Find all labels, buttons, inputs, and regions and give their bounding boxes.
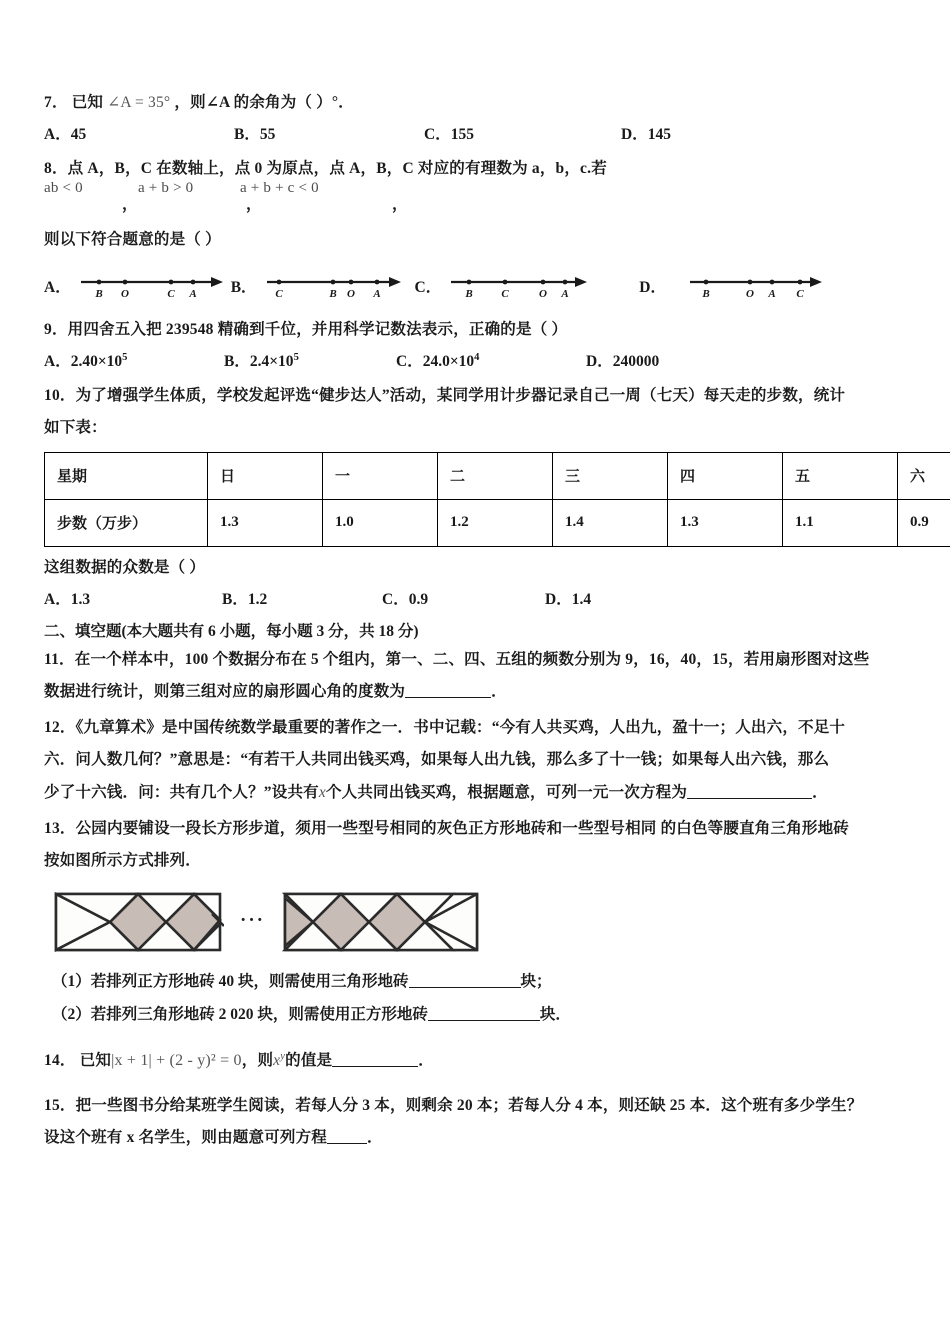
table-cell-day-2: 二 xyxy=(438,452,553,499)
option-9-c-key: C． xyxy=(396,353,423,371)
table-cell-steps-4: 1.3 xyxy=(668,499,783,546)
question-15-number: 15． xyxy=(44,1096,76,1114)
option-7-d[interactable] xyxy=(621,122,801,144)
option-10-b-key: B． xyxy=(222,590,248,608)
table-cell-steps-3: 1.4 xyxy=(553,499,668,546)
question-8-number: 8． xyxy=(44,160,68,178)
question-8-math-group xyxy=(44,179,644,213)
question-14-number: 14． xyxy=(44,1052,76,1070)
table-cell-day-0: 日 xyxy=(208,452,323,499)
question-13-part2 xyxy=(44,999,910,1032)
question-8-line2: 则以下符合题意的是（ ） xyxy=(44,230,221,248)
option-9-a-key: A． xyxy=(44,353,71,371)
option-10-a-key: A． xyxy=(44,590,71,608)
svg-text:A: A xyxy=(372,287,381,300)
question-7-stem xyxy=(44,88,910,118)
question-8-line1: 点 A，B，C 在数轴上，点 0 为原点，点 A，B，C 对应的有理数为 a，b，c.若 xyxy=(67,160,607,178)
question-10-line1: 为了增强学生体质，学校发起评选“健步达人”活动，某同学用计步器记录自己一周（七天）每天走的步数，统计 xyxy=(75,387,846,405)
question-15-text2: 设这个班有 x 名学生，则由题意可列方程 xyxy=(44,1128,328,1146)
question-15-period: ． xyxy=(367,1128,383,1146)
question-14-stem-post: 的值是 xyxy=(285,1052,333,1070)
option-9-c-mantissa: 24.0×10 xyxy=(422,353,475,371)
option-9-c[interactable] xyxy=(396,349,586,371)
table-cell-steps-1: 1.0 xyxy=(323,499,438,546)
question-14-stem-mid: ，则 xyxy=(241,1052,274,1070)
option-8-a[interactable] xyxy=(44,269,227,303)
question-9-stem xyxy=(44,315,910,345)
tile-figure-right-panel xyxy=(281,888,481,956)
option-10-c[interactable] xyxy=(382,587,545,609)
table-header-weekday: 星期 xyxy=(45,452,208,499)
table-cell-day-6: 六 xyxy=(898,452,950,499)
option-7-b-key: B． xyxy=(234,126,260,144)
question-15-text1: 把一些图书分给某班学生阅读，若每人分 3 本，则剩余 20 本；若每人分 4 本，则还缺 25 本．这个班有多少学生？ xyxy=(75,1096,863,1114)
option-10-a-text: 1.3 xyxy=(70,590,91,608)
question-10-stem xyxy=(44,381,910,411)
table-cell-steps-2: 1.2 xyxy=(438,499,553,546)
question-9-number: 9． xyxy=(44,320,68,338)
question-11-line1 xyxy=(44,645,910,675)
question-7-number: 7． xyxy=(44,94,68,111)
option-7-c-text: 155 xyxy=(450,126,474,144)
svg-text:O: O xyxy=(120,287,129,300)
question-11-line2 xyxy=(44,677,910,707)
option-10-d-key: D． xyxy=(545,590,572,608)
option-9-b[interactable] xyxy=(224,349,396,371)
question-10-number: 10． xyxy=(44,387,76,405)
option-7-a-text: 45 xyxy=(70,126,87,144)
option-8-b-key: B． xyxy=(230,278,257,296)
option-8-c[interactable] xyxy=(415,269,598,303)
svg-text:B: B xyxy=(328,287,337,300)
question-8-math-1: ab < 0 xyxy=(44,179,83,196)
question-7-math: ∠A = 35° xyxy=(107,94,171,111)
option-7-d-text: 145 xyxy=(647,126,671,144)
question-11-text2: 数据进行统计，则第三组对应的扇形圆心角的度数为 xyxy=(44,682,406,700)
option-9-a-mantissa: 2.40×10 xyxy=(70,353,123,371)
svg-text:C: C xyxy=(274,287,283,300)
option-7-b[interactable] xyxy=(234,122,424,144)
option-8-b-numberline xyxy=(263,269,413,303)
answer-blank-13-2[interactable] xyxy=(428,1004,540,1021)
question-8-math-2: a + b > 0 xyxy=(138,179,194,196)
answer-blank-14[interactable] xyxy=(332,1051,418,1068)
question-13-number: 13． xyxy=(44,819,76,837)
table-cell-steps-6: 0.9 xyxy=(898,499,950,546)
question-13-line1 xyxy=(44,814,910,844)
question-10-options xyxy=(44,587,910,609)
option-9-d-mantissa: 240000 xyxy=(612,353,660,371)
table-cell-steps-5: 1.1 xyxy=(783,499,898,546)
option-9-d[interactable] xyxy=(586,349,766,371)
option-9-a-exponent: 5 xyxy=(122,351,128,363)
tile-figure-left-panel xyxy=(52,888,224,956)
option-10-c-text: 0.9 xyxy=(408,590,429,608)
option-10-a[interactable] xyxy=(44,587,222,609)
question-12-variable: x xyxy=(318,783,326,801)
tile-pattern-figure xyxy=(44,888,910,956)
answer-blank-15[interactable] xyxy=(327,1127,367,1144)
table-cell-day-5: 五 xyxy=(783,452,898,499)
question-13-part2-text: （2）若排列三角形地砖 2 020 块，则需使用正方形地砖 xyxy=(52,1005,428,1023)
option-8-d[interactable] xyxy=(639,269,836,303)
question-11-number: 11． xyxy=(44,650,75,668)
question-7-options xyxy=(44,122,910,144)
svg-text:A: A xyxy=(189,287,197,300)
option-7-a[interactable] xyxy=(44,122,234,144)
question-12-line2: 六．问人数几何？”意思是：“有若干人共同出钱买鸡，如果每人出九钱，那么多了十一钱；如果每人出六钱，那么 xyxy=(44,751,830,769)
steps-table xyxy=(44,452,950,547)
question-14-stem-pre: 已知 xyxy=(79,1052,112,1070)
question-8-stem xyxy=(44,154,910,214)
table-cell-day-4: 四 xyxy=(668,452,783,499)
svg-text:B: B xyxy=(95,287,103,300)
option-9-c-exponent: 4 xyxy=(474,351,480,363)
option-10-c-key: C． xyxy=(382,590,409,608)
question-11-text1: 在一个样本中，100 个数据分布在 5 个组内，第一、二、四、五组的频数分别为 9，16，40，15，若用扇形图对这些 xyxy=(74,650,870,668)
question-8-math-3: a + b + c < 0 xyxy=(240,179,319,196)
figure-ellipsis: ··· xyxy=(240,910,266,932)
question-9-options xyxy=(44,349,910,371)
question-8-options xyxy=(44,269,910,303)
question-9-text: 用四舍五入把 239548 精确到千位，并用科学记数法表示，正确的是（ ） xyxy=(67,320,568,338)
svg-text:O: O xyxy=(539,287,548,300)
option-8-d-numberline xyxy=(686,269,836,303)
svg-text:B: B xyxy=(465,287,473,300)
question-13-text1: 公园内要铺设一段长方形步道，须用一些型号相同的灰色正方形地砖和一些型号相同 的白色等腰直角三角形地砖 xyxy=(75,819,849,837)
section-2-heading: 二、填空题(本大题共有 6 小题，每小题 3 分，共 18 分) xyxy=(44,622,419,640)
question-12-line3 xyxy=(44,778,910,808)
table-cell-steps-0: 1.3 xyxy=(208,499,323,546)
question-14-math-var: x xyxy=(273,1052,281,1070)
option-10-d-text: 1.4 xyxy=(571,590,592,608)
option-7-d-key: D． xyxy=(621,126,648,144)
svg-text:O: O xyxy=(745,287,754,300)
question-13-part1-text: （1）若排列正方形地砖 40 块，则需使用三角形地砖 xyxy=(52,973,409,991)
svg-text:B: B xyxy=(702,287,710,300)
question-15-line2 xyxy=(44,1123,910,1153)
table-row-steps xyxy=(45,499,950,546)
question-13-part1-suffix: 块； xyxy=(520,973,552,991)
question-13-part1 xyxy=(44,966,910,999)
question-7-stem-pre: 已知 xyxy=(71,94,104,111)
option-9-a[interactable] xyxy=(44,349,224,371)
question-14-math: |x + 1| + (2 - y)² = 0 xyxy=(111,1052,242,1070)
option-9-b-exponent: 5 xyxy=(293,351,299,363)
question-11-period: ． xyxy=(491,682,507,700)
option-8-b[interactable] xyxy=(231,269,413,303)
question-12-text3-mid: 个人共同出钱买鸡，根据题意，可列一元一次方程为 xyxy=(325,783,688,801)
answer-blank-13-1[interactable] xyxy=(409,972,521,989)
option-9-d-key: D． xyxy=(586,353,613,371)
question-12-number: 12． xyxy=(44,719,76,737)
svg-text:A: A xyxy=(768,287,776,300)
option-9-b-key: B． xyxy=(224,353,250,371)
question-12-period: ． xyxy=(812,783,828,801)
table-cell-day-3: 三 xyxy=(553,452,668,499)
question-10-subquestion: 这组数据的众数是（ ） xyxy=(44,558,206,576)
question-14-math-exponent: y xyxy=(280,1051,286,1063)
question-10-line2: 如下表： xyxy=(44,419,107,437)
question-13-part2-suffix: 块． xyxy=(539,1005,571,1023)
option-10-b[interactable] xyxy=(222,587,382,609)
question-7-stem-post: ，则∠A 的余角为（ ）°． xyxy=(174,94,354,111)
svg-text:C: C xyxy=(501,287,509,300)
option-9-b-mantissa: 2.4×10 xyxy=(249,353,294,371)
svg-text:O: O xyxy=(346,287,355,300)
question-12-text3-pre: 少了十六钱．问：共有几个人？”设共有 xyxy=(44,783,319,801)
table-header-steps: 步数（万步） xyxy=(45,499,208,546)
question-15-line1 xyxy=(44,1091,910,1121)
option-7-b-text: 55 xyxy=(259,126,276,144)
option-7-a-key: A． xyxy=(44,126,71,144)
svg-text:A: A xyxy=(561,287,569,300)
question-13-line2: 按如图所示方式排列． xyxy=(44,852,202,870)
option-10-d[interactable] xyxy=(545,587,725,609)
question-12-line1 xyxy=(44,713,910,743)
answer-blank-12[interactable] xyxy=(687,782,812,799)
option-8-a-key: A． xyxy=(44,278,71,296)
svg-text:C: C xyxy=(796,287,804,300)
option-7-c[interactable] xyxy=(424,122,621,144)
option-8-c-key: C． xyxy=(414,278,442,296)
table-cell-day-1: 一 xyxy=(323,452,438,499)
svg-text:C: C xyxy=(167,287,175,300)
question-8-comma-1: ， xyxy=(122,195,138,213)
page-content xyxy=(44,88,929,1155)
question-14-stem xyxy=(44,1045,910,1076)
question-12-text1: 《九章算术》是中国传统数学最重要的著作之一．书中记载：“今有人共买鸡，人出九，盈十一；人出六，不足十 xyxy=(75,719,846,737)
option-8-a-numberline xyxy=(77,269,227,303)
question-8-comma-2: ， xyxy=(246,195,262,213)
question-14-period: ． xyxy=(418,1052,434,1070)
option-8-d-key: D． xyxy=(639,278,666,296)
answer-blank-11[interactable] xyxy=(405,681,491,698)
table-row-weekday xyxy=(45,452,950,499)
question-8-comma-3: ， xyxy=(392,195,408,213)
option-8-c-numberline xyxy=(447,269,597,303)
option-10-b-text: 1.2 xyxy=(247,590,268,608)
option-7-c-key: C． xyxy=(424,126,451,144)
